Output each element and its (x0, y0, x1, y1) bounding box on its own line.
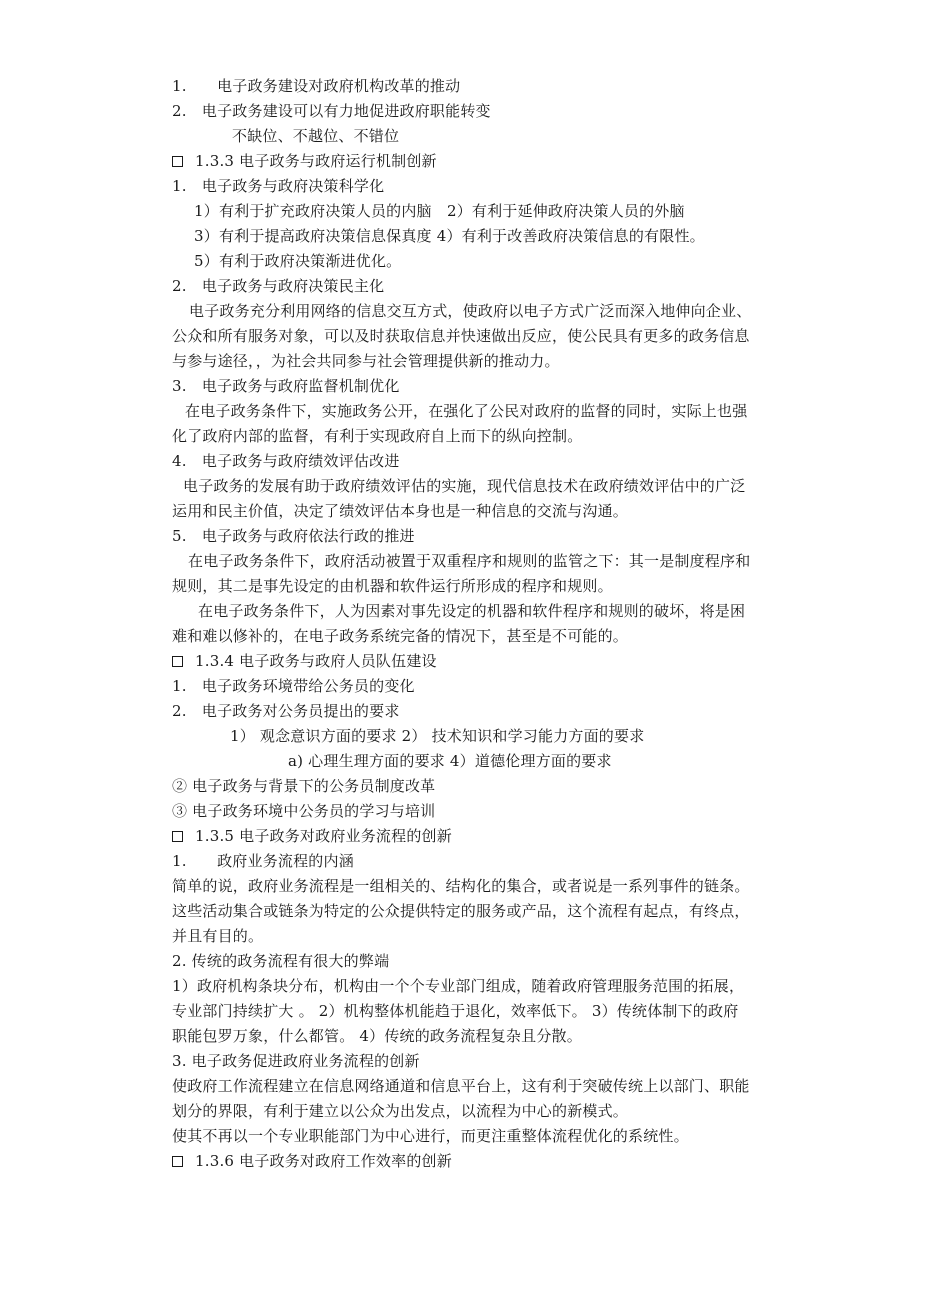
section-heading-text: 1.3.4 电子政务与政府人员队伍建设 (195, 652, 437, 670)
item-line: 2. 电子政务建设可以有力地促进政府职能转变 (172, 102, 491, 120)
text-line: 不缺位、不越位、不错位 (232, 127, 400, 145)
item-line: ③ 电子政务环境中公务员的学习与培训 (172, 802, 436, 820)
paragraph-line: 电子政务充分利用网络的信息交互方式，使政府以电子方式广泛而深入地伸向企业、 (189, 302, 752, 320)
item-line: 3. 电子政务促进政府业务流程的创新 (172, 1052, 420, 1070)
section-heading (172, 1151, 452, 1171)
item-line: 1. 电子政务建设对政府机构改革的推动 (172, 77, 461, 95)
paragraph-line: 公众和所有服务对象，可以及时获取信息并快速做出反应，使公民具有更多的政务信息 (172, 327, 750, 345)
paragraph-line: 在电子政务条件下，政府活动被置于双重程序和规则的监管之下：其一是制度程序和 (188, 552, 751, 570)
section-heading (172, 826, 452, 846)
item-line: 4. 电子政务与政府绩效评估改进 (172, 452, 400, 470)
item-line: 1. 电子政务环境带给公务员的变化 (172, 677, 415, 695)
item-line: 2. 传统的政务流程有很大的弊端 (172, 952, 390, 970)
text-line: 5）有利于政府决策渐进优化。 (194, 252, 402, 270)
paragraph-line: 使政府工作流程建立在信息网络通道和信息平台上，这有利于突破传统上以部门、职能 (172, 1077, 750, 1095)
section-heading-text: 1.3.6 电子政务对政府工作效率的创新 (195, 1152, 452, 1170)
text-line: 1） 观念意识方面的要求 2） 技术知识和学习能力方面的要求 (230, 727, 645, 745)
item-line: 5. 电子政务与政府依法行政的推进 (172, 527, 415, 545)
section-heading-text: 1.3.3 电子政务与政府运行机制创新 (195, 152, 437, 170)
paragraph-line: 专业部门持续扩大 。 2）机构整体机能趋于退化，效率低下。 3）传统体制下的政府 (172, 1002, 739, 1020)
paragraph-line: 规则，其二是事先设定的由机器和软件运行所形成的程序和规则。 (172, 577, 613, 595)
item-line: 3. 电子政务与政府监督机制优化 (172, 377, 400, 395)
paragraph-line: 化了政府内部的监督，有利于实现政府自上而下的纵向控制。 (172, 427, 583, 445)
section-heading (172, 651, 437, 671)
paragraph-line: 电子政务的发展有助于政府绩效评估的实施，现代信息技术在政府绩效评估中的广泛 (183, 477, 746, 495)
checkbox-square-icon (172, 656, 183, 667)
text-line: 1）有利于扩充政府决策人员的内脑 2）有利于延伸政府决策人员的外脑 (194, 202, 685, 220)
paragraph-line: 职能包罗万象，什么都管。 4）传统的政务流程复杂且分散。 (172, 1027, 582, 1045)
item-line: 1. 电子政务与政府决策科学化 (172, 177, 385, 195)
checkbox-square-icon (172, 156, 183, 167)
checkbox-square-icon (172, 831, 183, 842)
paragraph-line: 难和难以修补的，在电子政务系统完备的情况下，甚至是不可能的。 (172, 627, 629, 645)
paragraph-line: 并且有目的。 (172, 927, 264, 945)
paragraph-line: 运用和民主价值，决定了绩效评估本身也是一种信息的交流与沟通。 (172, 502, 629, 520)
paragraph-line: 这些活动集合或链条为特定的公众提供特定的服务或产品，这个流程有起点，有终点， (172, 902, 750, 920)
item-line: 2. 电子政务与政府决策民主化 (172, 277, 385, 295)
text-line: a) 心理生理方面的要求 4）道德伦理方面的要求 (288, 752, 612, 770)
checkbox-square-icon (172, 1156, 183, 1167)
paragraph-line: 划分的界限，有利于建立以公众为出发点，以流程为中心的新模式。 (172, 1102, 629, 1120)
paragraph-line: 简单的说，政府业务流程是一组相关的、结构化的集合，或者说是一系列事件的链条。 (172, 877, 750, 895)
paragraph-line: 在电子政务条件下，实施政务公开，在强化了公民对政府的监督的同时，实际上也强 (185, 402, 748, 420)
section-heading-text: 1.3.5 电子政务对政府业务流程的创新 (195, 827, 452, 845)
item-line: 1. 政府业务流程的内涵 (172, 852, 354, 870)
text-line: 3）有利于提高政府决策信息保真度 4）有利于改善政府决策信息的有限性。 (194, 227, 705, 245)
paragraph-line: 1）政府机构条块分布，机构由一个个专业部门组成，随着政府管理服务范围的拓展， (172, 977, 745, 995)
paragraph-line: 使其不再以一个专业职能部门为中心进行，而更注重整体流程优化的系统性。 (172, 1127, 689, 1145)
item-line: ② 电子政务与背景下的公务员制度改革 (172, 777, 436, 795)
paragraph-line: 与参与途径，，为社会共同参与社会管理提供新的推动力。 (172, 352, 560, 370)
paragraph-line: 在电子政务条件下，人为因素对事先设定的机器和软件程序和规则的破坏，将是困 (198, 602, 746, 620)
section-heading (172, 151, 437, 171)
item-line: 2. 电子政务对公务员提出的要求 (172, 702, 400, 720)
